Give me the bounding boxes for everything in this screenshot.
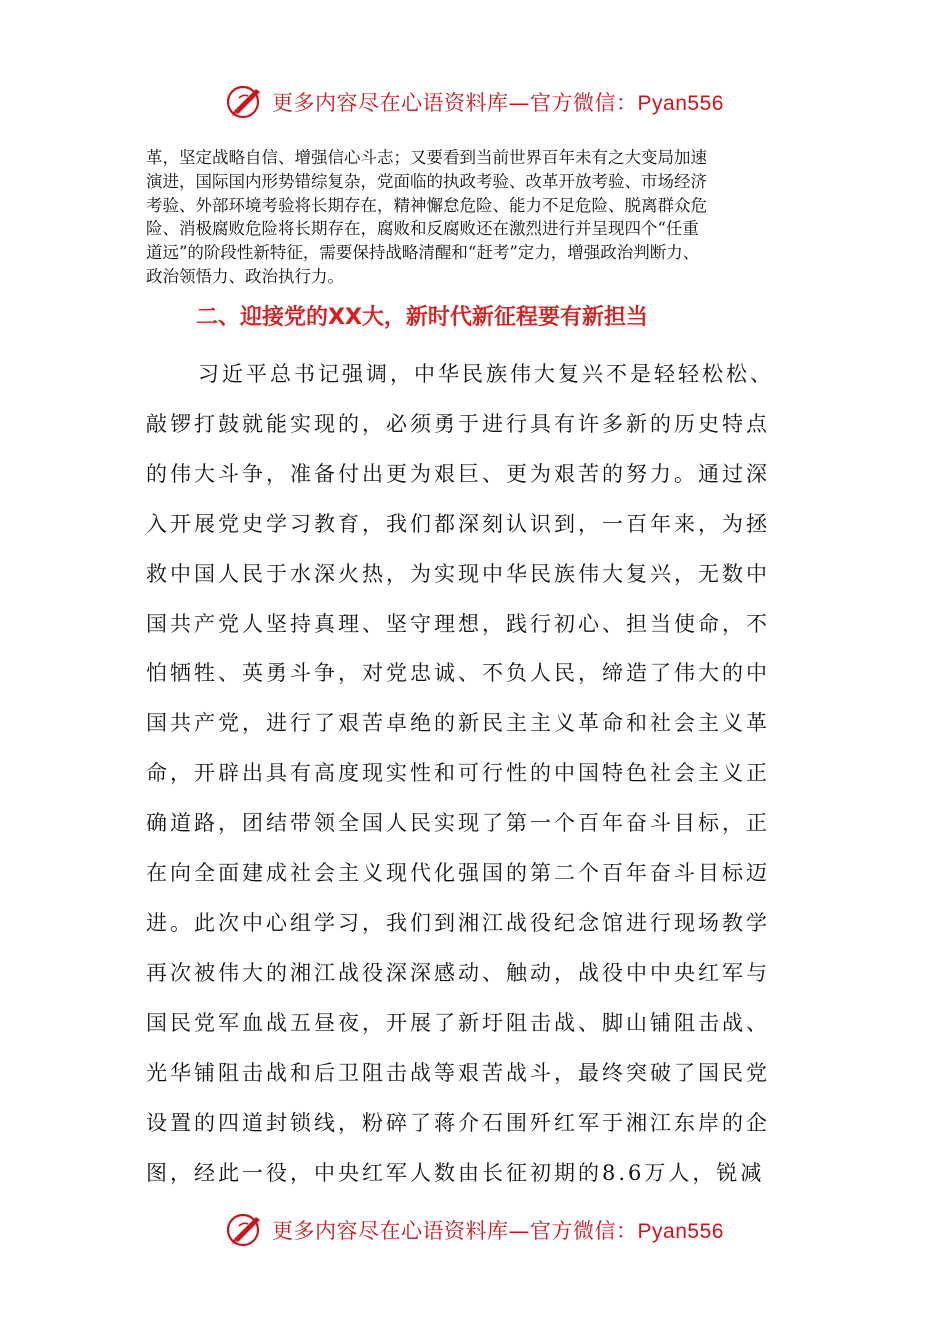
text-line: 国民党军血战五昼夜，开展了新圩阻击战、脚山铺阻击战、 [146, 1010, 770, 1035]
text-line: 怕牺牲、英勇斗争，对党忠诚、不负人民，缔造了伟大的中 [146, 661, 770, 686]
continued-paragraph [146, 146, 826, 289]
text-line: 演进，国际国内形势错综复杂，党面临的执政考验、改革开放考验、市场经济 [146, 171, 707, 191]
text-line: 再次被伟大的湘江战役深深感动、触动，战役中中央红军与 [146, 960, 770, 985]
text-line: 救中国人民于水深火热，为实现中华民族伟大复兴，无数中 [146, 561, 770, 586]
footer-wechat-id: Pyan556 [637, 1220, 724, 1243]
text-line: 政治领悟力、政治执行力。 [146, 266, 344, 286]
text-line: 进。此次中心组学习，我们到湘江战役纪念馆进行现场教学 [146, 910, 770, 935]
text-line: 图，经此一役，中央红军人数由长征初期的8.6万人，锐减 [146, 1160, 765, 1185]
section-heading: 二、迎接党的XX大，新时代新征程要有新担当 [196, 305, 648, 330]
footer-banner-text: 更多内容尽在心语资料库—官方微信：Pyan556 [272, 1219, 724, 1243]
text-line: 的伟大斗争，准备付出更为艰巨、更为艰苦的努力。通过深 [146, 461, 770, 486]
header-banner-text: 更多内容尽在心语资料库—官方微信：Pyan556 [272, 91, 724, 115]
text-line: 敲锣打鼓就能实现的，必须勇于进行具有许多新的历史特点 [146, 411, 770, 436]
body-paragraph [146, 350, 826, 1198]
text-line: 设置的四道封锁线，粉碎了蒋介石围歼红军于湘江东岸的企 [146, 1110, 770, 1135]
text-line: 国共产党人坚持真理、坚守理想，践行初心、担当使命，不 [146, 611, 770, 636]
text-line: 光华铺阻击战和后卫阻击战等艰苦战斗，最终突破了国民党 [146, 1060, 770, 1085]
text-line: 考验、外部环境考验将长期存在，精神懈怠危险、能力不足危险、脱离群众危 [146, 195, 707, 215]
footer-banner [0, 1212, 950, 1248]
text-line: 险、消极腐败危险将长期存在，腐败和反腐败还在激烈进行并呈现四个“任重 [146, 219, 699, 239]
text-line: 确道路，团结带领全国人民实现了第一个百年奋斗目标，正 [146, 811, 770, 836]
header-wechat-id: Pyan556 [637, 92, 724, 115]
text-line: 国共产党，进行了艰苦卓绝的新民主主义革命和社会主义革 [146, 711, 770, 736]
text-line: 命，开辟出具有高度现实性和可行性的中国特色社会主义正 [146, 761, 770, 786]
pen-logo-icon [226, 84, 266, 120]
text-line: 习近平总书记强调，中华民族伟大复兴不是轻轻松松、 [198, 362, 774, 386]
text-line: 入开展党史学习教育，我们都深刻认识到，一百年来，为拯 [146, 511, 770, 536]
pen-logo-icon [226, 1212, 266, 1248]
text-line: 在向全面建成社会主义现代化强国的第二个百年奋斗目标迈 [146, 861, 770, 886]
header-banner [0, 84, 950, 120]
text-line: 道远”的阶段性新特征，需要保持战略清醒和“赶考”定力，增强政治判断力、 [146, 243, 700, 263]
text-line: 革，坚定战略自信、增强信心斗志；又要看到当前世界百年未有之大变局加速 [146, 148, 707, 167]
